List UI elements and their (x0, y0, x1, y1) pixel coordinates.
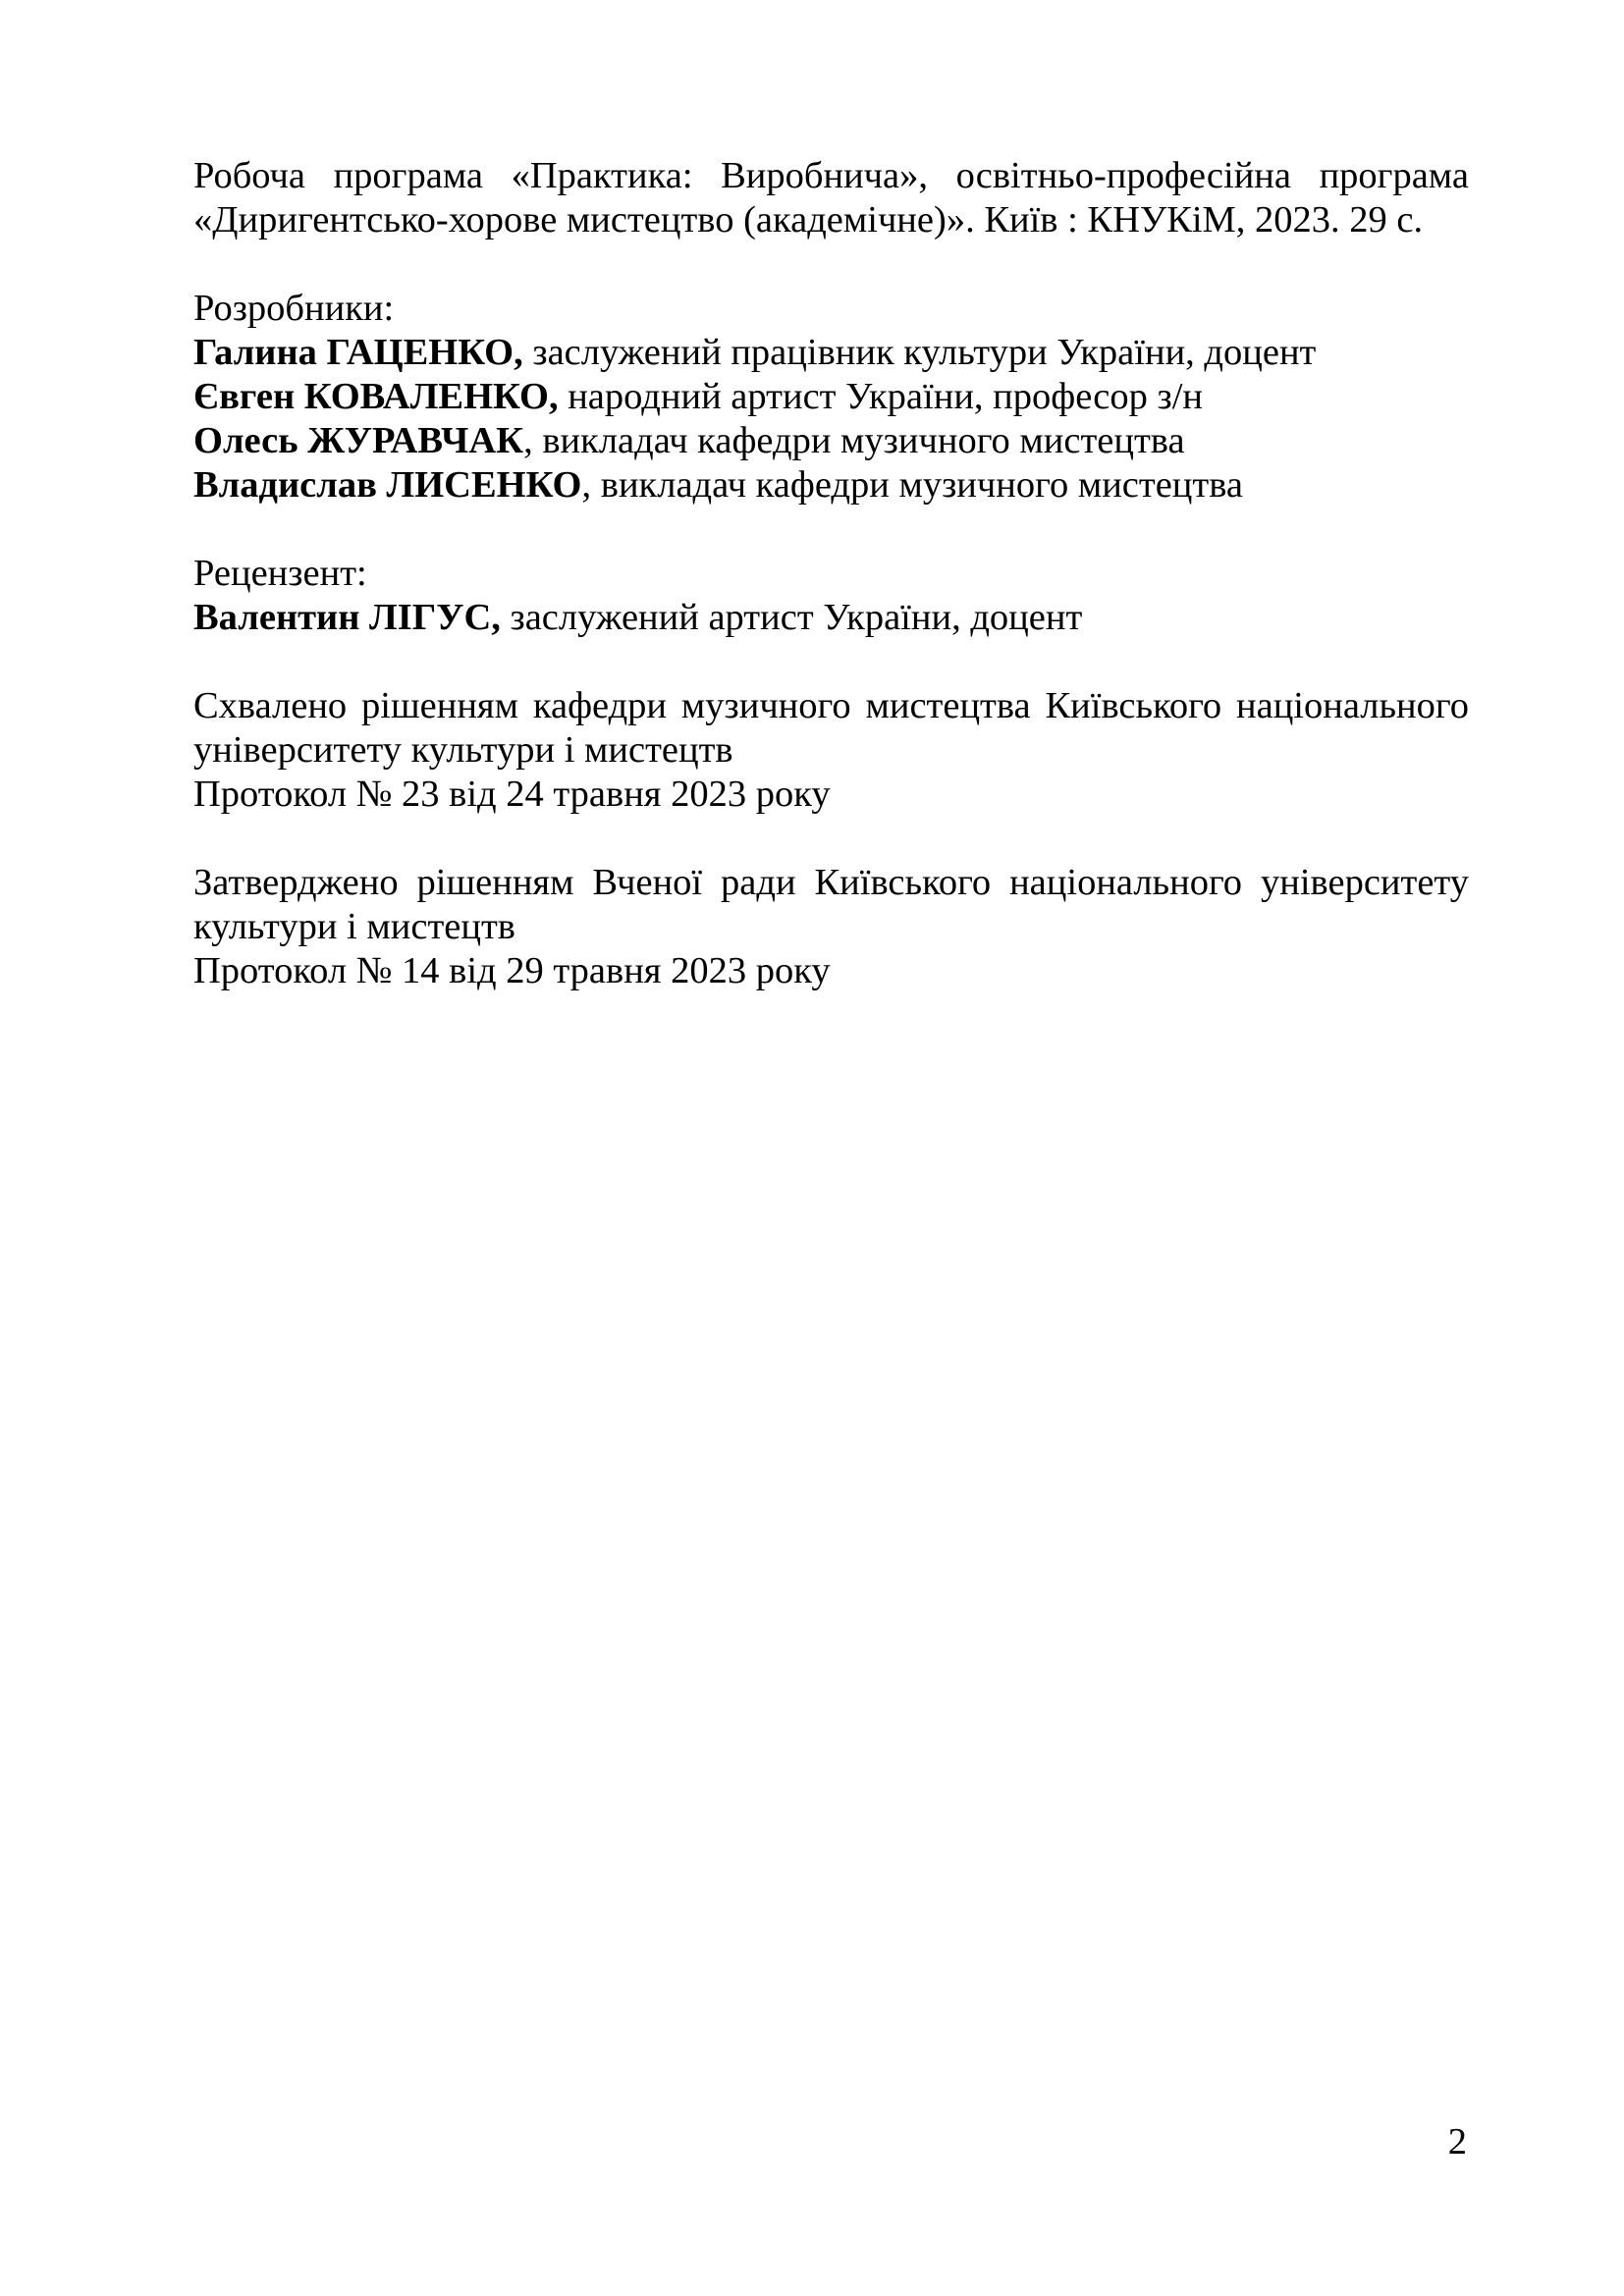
developer-name: Євген КОВАЛЕНКО, (193, 376, 559, 417)
developer-entry (193, 375, 1469, 419)
reviewer-heading: Рецензент: (193, 553, 367, 594)
reviewer-entry (193, 596, 1469, 640)
developer-description: заслужений працівник культури України, доцент (522, 332, 1317, 373)
citation-paragraph: Робоча програма «Практика: Виробнича», освітньо-професійна програма «Диригентсько-хорове мистецтво (академічне)». Київ : КНУКіМ, 2023. 29 с. (193, 155, 1469, 240)
developers-heading: Розробники: (193, 288, 395, 329)
page-content (193, 154, 1469, 993)
spacer (193, 640, 1469, 684)
reviewer-description: заслужений артист України, доцент (500, 597, 1083, 638)
spacer (193, 242, 1469, 287)
council-protocol: Протокол № 14 від 29 травня 2023 року (193, 950, 831, 991)
developer-name: Владислав ЛИСЕНКО (193, 464, 582, 506)
developer-name: Галина ГАЦЕНКО, (193, 332, 523, 373)
spacer (193, 817, 1469, 861)
reviewer-name: Валентин ЛІГУС, (193, 597, 501, 638)
department-approval-text: Схвалено рішенням кафедри музичного мистецтва Київського національного університету культури і мистецтв (193, 685, 1469, 771)
developer-entry (193, 419, 1469, 463)
page-number: 2 (1447, 2121, 1467, 2163)
developers-section (193, 287, 1469, 507)
reviewer-section (193, 552, 1469, 640)
department-approval-section (193, 684, 1469, 817)
developer-description: , викладач кафедри музичного мистецтва (523, 420, 1185, 461)
developer-description: , викладач кафедри музичного мистецтва (581, 464, 1243, 506)
council-approval-text: Затверджено рішенням Вченої ради Київського національного університету культури і мистецтв (193, 862, 1469, 947)
developer-entry (193, 463, 1469, 507)
department-protocol: Протокол № 23 від 24 травня 2023 року (193, 774, 831, 815)
developer-description: народний артист України, професор з/н (558, 376, 1203, 417)
developer-name: Олесь ЖУРАВЧАК (193, 420, 524, 461)
developer-entry (193, 331, 1469, 375)
council-approval-section (193, 861, 1469, 993)
spacer (193, 507, 1469, 552)
